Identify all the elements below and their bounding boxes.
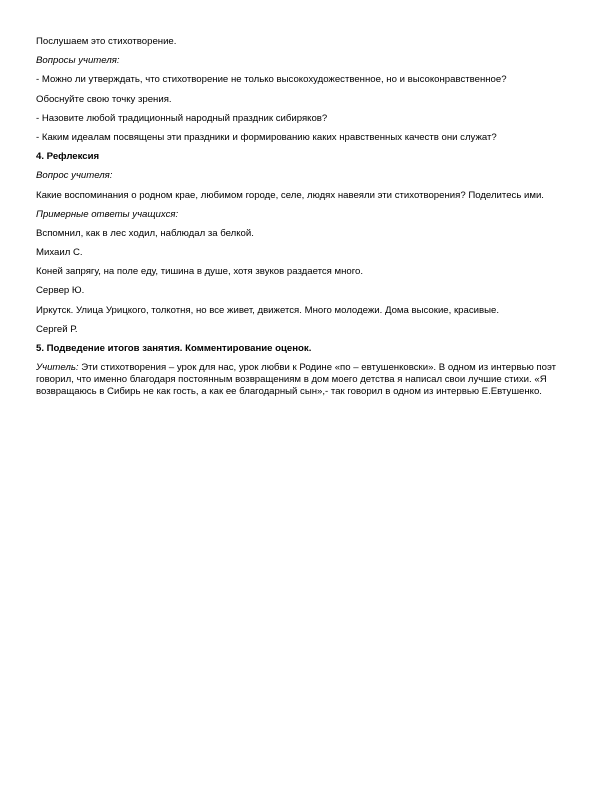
answer-2: Коней запрягу, на поле еду, тишина в душе, хотя звуков раздается много. (36, 266, 364, 278)
section-summary-heading: 5. Подведение итогов занятия. Комментирование оценок. (36, 343, 312, 354)
question-1-continuation: Обоснуйте свою точку зрения. (36, 93, 172, 105)
answer-3-author: Сергей Р. (36, 323, 78, 335)
teacher-conclusion-paragraph (36, 362, 576, 398)
teacher-conclusion-text: Эти стихотворения – урок для нас, урок любви к Родине «по – евтушенковски». В одном из интервью поэт говорил, что именно благодаря постоянным возвращениям в дом моего детства я написал свои лучшие стихи. «Я возвращаюсь в Сибирь не как гость, а как ее благодарный сын»,- так говорил в одном из интервью Е.Евтушенко. (36, 362, 557, 398)
answer-3: Иркутск. Улица Урицкого, толкотня, но все живет, движется. Много молодежи. Дома высокие, красивые. (36, 304, 499, 316)
question-1: - Можно ли утверждать, что стихотворение не только высокохудожественное, но и высоконравственное? (36, 74, 507, 86)
question-2: - Назовите любой традиционный народный праздник сибиряков? (36, 112, 328, 124)
text-line-intro: Послушаем это стихотворение. (36, 36, 177, 47)
reflection-question: Какие воспоминания о родном крае, любимом городе, селе, людях навеяли эти стихотворения? Поделитесь ими. (36, 189, 544, 201)
answer-1-author: Михаил С. (36, 247, 83, 259)
section-reflection-heading: 4. Рефлексия (36, 151, 100, 163)
answer-1: Вспомнил, как в лес ходил, наблюдал за белкой. (36, 227, 254, 239)
teacher-label: Учитель: (36, 362, 79, 374)
teacher-questions-heading: Вопросы учителя: (36, 55, 120, 67)
teacher-question-heading: Вопрос учителя: (36, 170, 113, 182)
sample-answers-heading: Примерные ответы учащихся: (36, 208, 179, 220)
document-page (36, 36, 576, 405)
question-3: - Каким идеалам посвящены эти праздники и формированию каких нравственных качеств они служат? (36, 131, 497, 143)
answer-2-author: Сервер Ю. (36, 285, 85, 297)
